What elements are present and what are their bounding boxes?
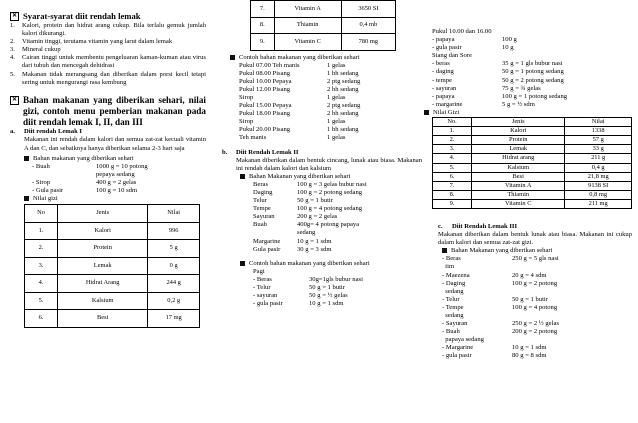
list-item: Buah 400g= 4 potong papaya <box>253 221 360 229</box>
table-cell: 7. <box>251 1 275 18</box>
table-row <box>25 310 200 328</box>
list-item: - Beras 250 g = 5 gls nasi <box>442 255 559 263</box>
time-label: Pagi <box>253 267 265 275</box>
syarat-list <box>10 22 206 87</box>
contoh-list <box>236 276 422 308</box>
table-row <box>433 163 632 172</box>
nutrition-table <box>432 117 632 209</box>
table-cell: 0 g <box>148 257 200 275</box>
bahan-list <box>438 255 632 360</box>
bahan-list <box>236 181 422 254</box>
table-row <box>433 154 632 163</box>
list-item: Pukul 20.00 Pisang 1 bh sedang <box>239 126 359 134</box>
list-item: - Sirop 400 g = 2 gelas <box>32 178 137 186</box>
bullet-item: Nilai Gizi <box>424 109 632 117</box>
table-row <box>433 181 632 190</box>
table-cell: Thiamin <box>274 17 341 34</box>
table-cell: 4. <box>433 154 472 163</box>
table-cell: 4. <box>25 275 58 293</box>
table-header-cell: Jenis <box>472 118 565 127</box>
list-item: pepaya sedang <box>96 170 135 178</box>
bullet-item: Nilai gizi <box>24 195 206 203</box>
table-cell: 3. <box>25 257 58 275</box>
table-cell: Vitamin A <box>472 181 565 190</box>
list-item: Pukul 10.00 Pepaya 2 ptg sedang <box>239 77 361 85</box>
list-item: - sayuran 75 g = ¾ gelas <box>432 84 541 92</box>
section-heading <box>10 95 206 129</box>
list-item: Pukul 15.00 Pepaya 2 ptg sedang <box>239 102 361 110</box>
table-row <box>25 222 200 240</box>
table-cell: 21,8 mg <box>565 172 632 181</box>
table-cell: Protein <box>472 136 565 145</box>
list-item: Daging 100 g = 2 potong sedang <box>253 189 363 196</box>
list-item: - beras 35 g = 1 gls bubur nasi <box>432 60 563 68</box>
list-item: Pukul 18.00 Pisang 2 bh sedang <box>239 110 359 118</box>
list-item: - Buah 200 g = 2 potong <box>442 328 558 336</box>
table-cell: 2. <box>25 240 58 258</box>
table-cell: 3. <box>433 145 472 154</box>
list-item: tim <box>442 263 455 271</box>
table-cell: Kalsium <box>472 163 565 172</box>
list-item: Siang dan Sore <box>432 52 472 60</box>
list-item: Pukul 08.00 Pisang 1 bh sedang <box>239 69 359 77</box>
list-item: - Maezena 20 g = 4 sdm <box>442 271 547 279</box>
table-header-row <box>25 205 200 223</box>
table-row <box>251 1 396 18</box>
table-cell: 0,2 g <box>148 292 200 310</box>
table-cell: 780 mg <box>341 34 395 51</box>
table-cell: 211 g <box>565 154 632 163</box>
table-header-cell: Nilai <box>565 118 632 127</box>
table-cell: Kalori <box>58 222 148 240</box>
table-cell: 2. <box>433 136 472 145</box>
list-item: Pukul 07.00 Teh manis 1 gelas <box>239 61 346 69</box>
table-cell: 0,8 mg <box>565 190 632 199</box>
list-item: sedang <box>442 287 464 295</box>
list-item: - Buah 1000 g = 10 potong <box>32 162 148 170</box>
list-item: Teh manis 1 gelas <box>239 134 346 142</box>
table-cell: Lemak <box>472 145 565 154</box>
nutrition-table-continued <box>250 0 396 51</box>
list-item: - Telur 50 g = 1 butir <box>442 295 548 303</box>
list-item: 3. Mineral cukup <box>10 46 61 54</box>
table-row <box>25 257 200 275</box>
table-cell: 57 g <box>565 136 632 145</box>
nutrition-table <box>24 204 200 328</box>
paragraph: Makanan diberikan dalam bentuk cincang, lunak atau biasa. Makanan ini rendah dalam kalori dan kalsium <box>236 156 422 172</box>
paragraph: Makanan diberikan dalam bentuk lunak atau biasa. Makanan ini cukup dalam kalori dan semua zat-zat gizi. <box>438 231 632 247</box>
list-item: Beras 100 g = 3 gelas bubur nasi <box>253 180 367 188</box>
bullet-item: Bahan Makanan yang diberikan sehari <box>236 173 422 181</box>
list-item: - Tempe 100 g = 4 potong <box>442 303 558 311</box>
list-item: 4. Cairan tinggi untuk membentu pengeluaran kaman-kuman atau virus dari tubuh dan mencegah dehidrasi <box>10 54 206 70</box>
list-item: papaya sedang <box>442 336 484 344</box>
list-item: - gula pasir 10 g = 1 sdm <box>253 300 344 308</box>
list-item: - sayuran 50 g = ½ gelas <box>253 292 348 300</box>
list-item: Margarine 10 g = 1 sdm <box>253 237 332 245</box>
table-cell: 1. <box>25 222 58 240</box>
table-header-cell: Nilai <box>148 205 200 223</box>
table-header-cell: No <box>25 205 58 223</box>
column-right <box>424 0 632 361</box>
table-cell: 3650 SI <box>341 1 395 18</box>
contoh-list <box>222 62 422 143</box>
list-item: - daging 50 g = 1 potong sedang <box>432 68 564 76</box>
square-bullet-icon <box>240 261 245 266</box>
list-item: Sayuran 200 g = 2 gelas <box>253 213 338 221</box>
table-cell: 7. <box>433 181 472 190</box>
checkbox-icon: ✕ <box>11 96 18 103</box>
table-row <box>433 145 632 154</box>
subsection-title: a. Diit rendah Lemak I <box>10 128 82 136</box>
table-row <box>433 190 632 199</box>
table-cell: 5. <box>433 163 472 172</box>
list-item: Tempe 100 g = 4 potong sedang <box>253 205 363 213</box>
table-cell: Besi <box>58 310 148 328</box>
bullet-item: Bahan Makanan yang diberikan sehari <box>438 247 632 255</box>
list-item: Pukul 10.00 dan 16.00 <box>432 28 492 35</box>
list-item: - papaya 100 g <box>432 36 517 44</box>
table-cell: 17 mg <box>148 310 200 328</box>
list-item: - tempe 50 g = 2 potong sedang <box>432 76 564 84</box>
list-item: Gula pasir 30 g = 3 sdm <box>253 245 332 253</box>
list-item: - Daging 100 g = 2 potong <box>442 279 558 287</box>
bullet-item: Contoh bahan makanan yang diberikan sehari <box>222 54 422 62</box>
table-cell: 0,4 mb <box>341 17 395 34</box>
table-cell: 1. <box>433 127 472 136</box>
table-cell: 211 mg <box>565 199 632 208</box>
table-cell: Vitamin C <box>274 34 341 51</box>
list-item: 5. Makanan tidak merangsang dan diberikan dalam porsi kecil tetapi sering untuk mengurangi rasa kembung <box>10 70 206 86</box>
table-cell: Kalori <box>472 127 565 136</box>
table-cell: 6. <box>25 310 58 328</box>
table-cell: Vitamin C <box>472 199 565 208</box>
table-row <box>251 17 396 34</box>
table-cell: 33 g <box>565 145 632 154</box>
square-bullet-icon <box>24 196 29 201</box>
list-item: sedang <box>297 229 316 237</box>
column-left <box>10 0 206 328</box>
square-bullet-icon <box>240 174 245 179</box>
paragraph: Makanan ini rendah dalam kalori dan semua zat-zat kecuali vitamin A dan C, dan sebaiknya hanya diberikan selama 2-3 hari saja <box>24 136 206 152</box>
table-header-row <box>433 118 632 127</box>
table-cell: 8. <box>433 190 472 199</box>
table-row <box>25 240 200 258</box>
table-cell: 9. <box>251 34 275 51</box>
bullet-item: Contoh bahan makanan yang diberikan sehari <box>236 260 422 268</box>
table-header-cell: No. <box>433 118 472 127</box>
subsection-title: b. Diit Rendah Lemak II <box>222 148 299 156</box>
table-row <box>433 172 632 181</box>
menu-list <box>424 28 632 109</box>
table-cell: 6. <box>433 172 472 181</box>
table-cell: Lemak <box>58 257 148 275</box>
list-item: 1. Kalori, protein dan hidrat arang cukup. Bila terlalu gemuk jumlah kalori dikurangi. <box>10 22 206 38</box>
table-cell: Vitamin A <box>274 1 341 18</box>
list-item: - Beras 30g=1gls bubur nasi <box>253 275 363 283</box>
table-cell: 5. <box>25 292 58 310</box>
subsection-title: c. Diit Rendah Lemak III <box>438 222 518 230</box>
list-item: Telur 50 g = 1 butir <box>253 197 333 205</box>
column-middle <box>222 0 422 308</box>
checkbox-icon: ✕ <box>11 13 18 19</box>
table-cell: Protein <box>58 240 148 258</box>
table-row <box>433 127 632 136</box>
table-row <box>25 275 200 293</box>
list-item: - papaya 100 g = 1 potong sedang <box>432 92 568 100</box>
table-cell: 996 <box>148 222 200 240</box>
list-item: - Gula pasir 100 g = 10 sdm <box>32 187 138 195</box>
table-cell: Hidrat arang <box>472 154 565 163</box>
table-row <box>25 292 200 310</box>
table-cell: Besi <box>472 172 565 181</box>
table-cell: Hidrat Arang <box>58 275 148 293</box>
list-item: Sirop 1 gelas <box>239 93 346 101</box>
list-item: 2. Vitamin tinggi, terutama vitamin yang larut dalam lemak <box>10 38 173 46</box>
heading-text: Syarat-syarat diit rendah lemak <box>23 11 141 21</box>
square-bullet-icon <box>24 156 29 161</box>
list-item: - gula pasir 80 g = 8 sdm <box>442 352 547 360</box>
section-heading <box>10 11 206 21</box>
list-item: Pukul 12.00 Pisang 2 bh sedang <box>239 85 359 93</box>
table-cell: 5 g <box>148 240 200 258</box>
table-cell: 244 g <box>148 275 200 293</box>
list-item: - Margarine 10 g = 1 sdm <box>442 344 547 352</box>
list-item: - gula pasir 10 g <box>432 44 514 52</box>
table-cell: 8. <box>251 17 275 34</box>
bullet-item: Bahan makanan yang diberikan sehari <box>24 155 206 163</box>
square-bullet-icon <box>424 110 429 115</box>
list-item: - Telur 50 g = 1 butir <box>253 284 345 292</box>
table-cell: 9138 SI <box>565 181 632 190</box>
list-item: sedang <box>442 312 464 319</box>
square-bullet-icon <box>442 248 447 253</box>
list-item: Sirop 1 gelas <box>239 118 346 126</box>
table-row <box>433 136 632 145</box>
square-bullet-icon <box>230 55 235 60</box>
table-cell: Thiamin <box>472 190 565 199</box>
table-cell: 1338 <box>565 127 632 136</box>
list-item: - margarine 5 g = ½ sdm <box>432 100 535 108</box>
table-header-cell: Jenis <box>58 205 148 223</box>
heading-text: Bahan makanan yang diberikan sehari, nilai gizi, contoh menu pemberian makanan pada diit rendah lemak I, II, dan III <box>23 94 206 128</box>
table-row <box>251 34 396 51</box>
table-row <box>433 199 632 208</box>
list-item: - Sayuran 250 g = 2 ½ gelas <box>442 320 559 328</box>
bahan-list <box>24 163 206 195</box>
table-cell: 0,4 g <box>565 163 632 172</box>
table-cell: Kalsium <box>58 292 148 310</box>
table-cell: 9. <box>433 199 472 208</box>
